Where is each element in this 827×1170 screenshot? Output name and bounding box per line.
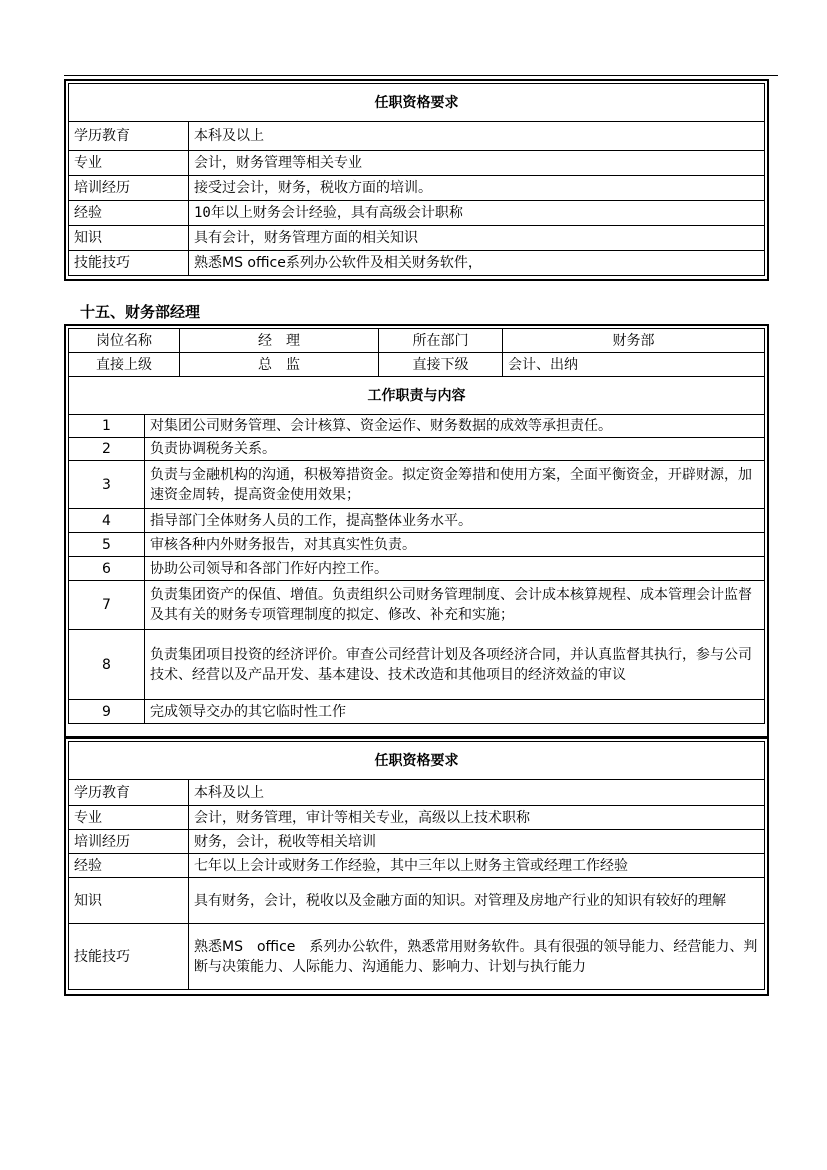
superior-value: 总 监	[180, 353, 379, 377]
table-row	[69, 251, 765, 276]
duty-row	[69, 557, 765, 581]
duty-text: 完成领导交办的其它临时性工作	[145, 700, 765, 724]
qualification-table-2	[64, 737, 769, 996]
qualification-title: 任职资格要求	[69, 742, 765, 780]
table-row	[69, 924, 765, 990]
row-label: 技能技巧	[69, 924, 189, 990]
duty-text: 负责协调税务关系。	[145, 438, 765, 461]
qualification-title: 任职资格要求	[69, 84, 765, 122]
row-value: 财务，会计，税收等相关培训	[189, 830, 765, 854]
table-row	[69, 122, 765, 151]
duty-text: 对集团公司财务管理、会计核算、资金运作、财务数据的成效等承担责任。	[145, 415, 765, 438]
position-name-value: 经 理	[180, 329, 379, 353]
subordinate-label: 直接下级	[379, 353, 503, 377]
position-row	[69, 329, 765, 353]
table-row	[69, 806, 765, 830]
duty-number: 3	[69, 461, 145, 509]
table-row	[69, 780, 765, 806]
duty-number: 7	[69, 581, 145, 630]
department-value: 财务部	[503, 329, 765, 353]
row-label: 学历教育	[69, 122, 189, 151]
table-row	[69, 201, 765, 226]
row-label: 培训经历	[69, 176, 189, 201]
table-row	[69, 176, 765, 201]
duty-row	[69, 700, 765, 724]
row-value: 熟悉MS office系列办公软件及相关财务软件，	[189, 251, 765, 276]
row-label: 培训经历	[69, 830, 189, 854]
duty-text: 负责与金融机构的沟通，积极筹措资金。拟定资金筹措和使用方案，全面平衡资金，开辟财源，加速资金周转，提高资金使用效果；	[145, 461, 765, 509]
row-label: 知识	[69, 878, 189, 924]
department-label: 所在部门	[379, 329, 503, 353]
row-value: 会计，财务管理等相关专业	[189, 151, 765, 176]
row-label: 技能技巧	[69, 251, 189, 276]
duty-row	[69, 630, 765, 700]
duty-row	[69, 581, 765, 630]
duty-text: 审核各种内外财务报告，对其真实性负责。	[145, 533, 765, 557]
row-label: 专业	[69, 151, 189, 176]
duty-row	[69, 461, 765, 509]
table-row	[69, 226, 765, 251]
duty-number: 2	[69, 438, 145, 461]
duty-text: 指导部门全体财务人员的工作，提高整体业务水平。	[145, 509, 765, 533]
table-row	[69, 878, 765, 924]
row-value: 10年以上财务会计经验，具有高级会计职称	[189, 201, 765, 226]
row-label: 知识	[69, 226, 189, 251]
duties-title: 工作职责与内容	[69, 377, 765, 415]
subordinate-value: 会计、出纳	[503, 353, 765, 377]
row-value: 具有财务，会计，税收以及金融方面的知识。对管理及房地产行业的知识有较好的理解	[189, 878, 765, 924]
row-label: 学历教育	[69, 780, 189, 806]
duty-number: 1	[69, 415, 145, 438]
page-header-rule	[64, 75, 778, 76]
position-duties-table	[64, 324, 769, 738]
row-value: 本科及以上	[189, 122, 765, 151]
table-row	[69, 830, 765, 854]
duty-row	[69, 533, 765, 557]
duty-row	[69, 438, 765, 461]
row-value: 七年以上会计或财务工作经验，其中三年以上财务主管或经理工作经验	[189, 854, 765, 878]
row-value: 会计，财务管理，审计等相关专业，高级以上技术职称	[189, 806, 765, 830]
section-title: 十五、财务部经理	[80, 303, 201, 321]
row-value: 熟悉MS office 系列办公软件，熟悉常用财务软件。具有很强的领导能力、经营能力、判断与决策能力、人际能力、沟通能力、影响力、计划与执行能力	[189, 924, 765, 990]
row-value: 本科及以上	[189, 780, 765, 806]
duty-number: 8	[69, 630, 145, 700]
duty-number: 9	[69, 700, 145, 724]
duty-text: 负责集团资产的保值、增值。负责组织公司财务管理制度、会计成本核算规程、成本管理会计监督及其有关的财务专项管理制度的拟定、修改、补充和实施；	[145, 581, 765, 630]
row-label: 经验	[69, 201, 189, 226]
qualification-table-1	[64, 79, 769, 281]
duty-number: 4	[69, 509, 145, 533]
duty-text: 负责集团项目投资的经济评价。审查公司经营计划及各项经济合同，并认真监督其执行，参与公司技术、经营以及产品开发、基本建设、技术改造和其他项目的经济效益的审议	[145, 630, 765, 700]
row-value: 接受过会计，财务，税收方面的培训。	[189, 176, 765, 201]
superior-label: 直接上级	[69, 353, 180, 377]
row-label: 专业	[69, 806, 189, 830]
position-name-label: 岗位名称	[69, 329, 180, 353]
row-label: 经验	[69, 854, 189, 878]
duty-number: 6	[69, 557, 145, 581]
row-value: 具有会计，财务管理方面的相关知识	[189, 226, 765, 251]
duty-row	[69, 509, 765, 533]
table-row	[69, 151, 765, 176]
duty-text: 协助公司领导和各部门作好内控工作。	[145, 557, 765, 581]
duty-row	[69, 415, 765, 438]
duty-number: 5	[69, 533, 145, 557]
table-row	[69, 854, 765, 878]
reporting-row	[69, 353, 765, 377]
